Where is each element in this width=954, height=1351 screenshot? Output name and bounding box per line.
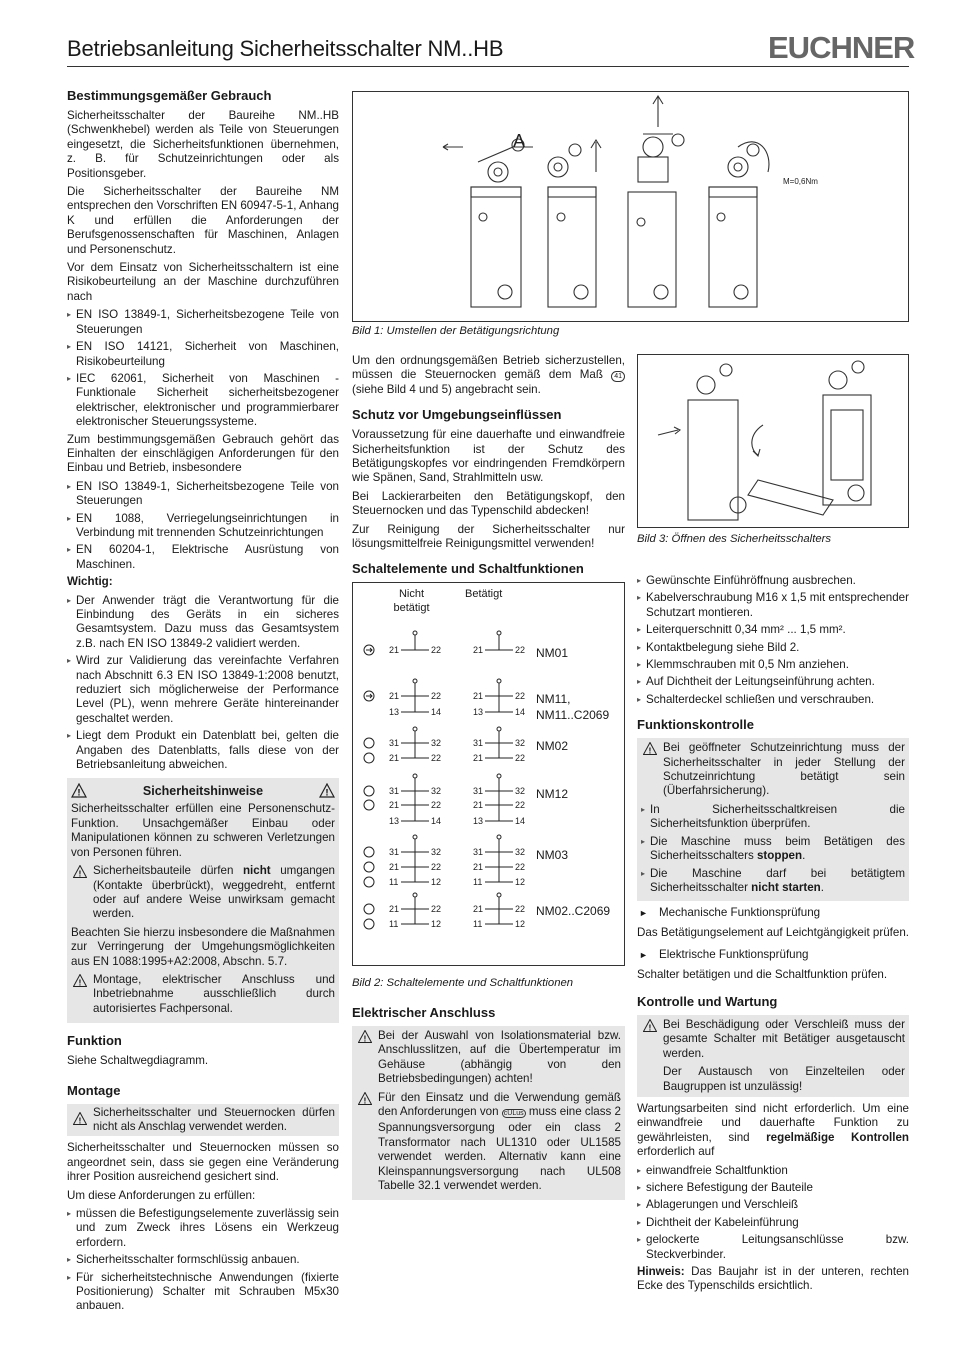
warning-note [71, 864, 335, 922]
model-label: NM03 [536, 848, 569, 863]
safety-title: Sicherheitshinweise [142, 783, 264, 798]
heading-switching-elements: Schaltelemente und Schaltfunktionen [352, 561, 584, 577]
list-item: ▸ Kontaktbelegung siehe Bild 2. [637, 641, 909, 655]
text-bold: stoppen [756, 849, 803, 863]
paragraph: Beachten Sie hierzu insbesondere die Maßnahmen zur Verringerung der Umgehungsmöglichkeiten aus EN 1088:1995+A2:2008, Abschn. 5.7. [71, 925, 335, 968]
page-title: Betriebsanleitung Sicherheitsschalter NM..HB [67, 36, 504, 61]
heading-intended-use: Bestimmungsgemäßer Gebrauch [67, 88, 272, 103]
svg-text:!: ! [363, 1096, 367, 1105]
svg-text:32: 32 [431, 847, 442, 858]
safety-notes-box [67, 778, 339, 1023]
svg-text:22: 22 [431, 904, 442, 915]
column-middle [352, 354, 625, 1205]
svg-text:14: 14 [515, 707, 526, 718]
list-item: ▸ Liegt dem Produkt ein Datenblatt bei, gelten die Angaben des Datenblatts, falls diese von der Betriebsanleitung abweichen. [67, 729, 339, 772]
svg-text:!: ! [77, 787, 81, 798]
svg-text:31: 31 [473, 847, 484, 858]
dimension-symbol: 41 [611, 371, 625, 382]
svg-text:22: 22 [515, 753, 526, 764]
safety-header [71, 781, 335, 802]
text: Die Maschine muss beim Betätigen des Sicherheitsschalters [650, 834, 905, 863]
warning-note [71, 1106, 335, 1135]
list-item: ▸ EN ISO 13849-1, Sicherheitsbezogene Teile von Steuerungen [67, 308, 339, 337]
svg-text:21: 21 [389, 753, 400, 764]
svg-text:32: 32 [515, 786, 526, 797]
text-bold: regelmäßige Kontrollen [766, 1130, 909, 1144]
text: . [802, 849, 806, 863]
svg-text:22: 22 [431, 691, 442, 702]
mounting-warning-box [67, 1104, 339, 1137]
warning-note [641, 1018, 905, 1061]
model-label: NM11, [536, 692, 571, 707]
standards-list [67, 480, 339, 572]
svg-text:21: 21 [389, 904, 400, 915]
list-item: ▸ Klemmschrauben mit 0,5 Nm anziehen. [637, 658, 909, 672]
electrical-warning-box [352, 1026, 625, 1200]
important-list [67, 594, 339, 773]
svg-text:11: 11 [473, 919, 483, 930]
paragraph: Das Betätigungselement auf Leichtgängigkeit prüfen. [637, 925, 909, 939]
text: Bei der Auswahl von Isolationsmaterial bzw. Anschlusslitzen, auf die Übertemperatur im Gehäuse (abhängig von den Betriebsbedingungen) achten! [378, 1028, 621, 1086]
warning-note [71, 973, 335, 1016]
text: Sicherheitsschalter und Steuernocken dürfen nicht als Anschlag verwendet werden. [93, 1105, 335, 1133]
svg-text:13: 13 [473, 816, 484, 827]
heading-function-check: Funktionskontrolle [637, 717, 754, 733]
paragraph: Bei Lackierarbeiten den Betätigungskopf, den Steuernocken und das Typenschild abdecken! [352, 489, 625, 518]
svg-text:21: 21 [473, 800, 484, 811]
svg-text:13: 13 [389, 816, 400, 827]
figure-3-opening-switch [637, 354, 909, 528]
model-label: NM02 [536, 739, 569, 754]
mounting-list [67, 1207, 339, 1314]
svg-text:32: 32 [515, 738, 526, 749]
list-item: ▸ Gewünschte Einführöffnung ausbrechen. [637, 574, 909, 588]
paragraph: Zur Reinigung der Sicherheitsschalter nur lösungsmittelfreie Reinigungsmittel verwenden! [352, 522, 625, 551]
svg-text:32: 32 [431, 786, 442, 797]
paragraph: Sicherheitsschalter erfüllen eine Personenschutz-Funktion. Unsachgemäßer Einbau oder Manipulationen können zu schweren Verletzungen von Personen führen. [71, 802, 335, 859]
warning-icon [358, 1030, 372, 1043]
svg-text:21: 21 [473, 862, 484, 873]
torque-label: M=0,6Nm [783, 177, 818, 186]
svg-text:22: 22 [431, 645, 442, 656]
paragraph [352, 354, 625, 397]
svg-text:22: 22 [515, 862, 526, 873]
mechanical-check-heading: ► Mechanische Funktionsprüfung [637, 906, 909, 920]
text: umgangen (Kontakte überbrückt), weggedreht, entfernt oder auf andere Weise unwirksam gemacht werden. [93, 864, 336, 921]
svg-text:21: 21 [473, 691, 484, 702]
list-item: ▸ einwandfreie Schaltfunktion [637, 1164, 909, 1178]
paragraph: Um diese Anforderungen zu erfüllen: [67, 1188, 256, 1202]
svg-text:12: 12 [515, 919, 526, 930]
svg-text:32: 32 [515, 847, 526, 858]
figure-2-switching-elements [352, 582, 625, 966]
opening-illustration [638, 355, 908, 527]
list-item: ▸ EN ISO 14121, Sicherheit von Maschinen, Risikobeurteilung [67, 340, 339, 369]
svg-text:13: 13 [389, 707, 400, 718]
svg-text:22: 22 [431, 753, 442, 764]
svg-text:21: 21 [389, 800, 400, 811]
text: Die Maschine darf bei betätigtem Sicherheitsschalter [650, 866, 905, 894]
text: Das Baujahr ist in der unteren, rechten Ecke des Typenschilds ersichtlich. [637, 1265, 909, 1293]
text-bold: nicht [242, 864, 271, 878]
column-right [637, 574, 909, 1298]
svg-text:!: ! [78, 978, 82, 987]
important-label: Wichtig: [67, 575, 113, 589]
heading-electrical-connection: Elektrischer Anschluss [352, 1004, 496, 1020]
svg-text:21: 21 [389, 862, 400, 873]
svg-text:22: 22 [431, 800, 442, 811]
installation-list [637, 574, 909, 707]
svg-text:12: 12 [431, 877, 442, 888]
header-divider [67, 66, 909, 67]
warning-icon [643, 742, 657, 755]
heading-inspection-maintenance: Kontrolle und Wartung [637, 993, 778, 1009]
paragraph [637, 1102, 909, 1160]
warning-icon [73, 974, 87, 987]
paragraph: Schalter betätigen und die Schaltfunktion prüfen. [637, 967, 888, 981]
svg-text:21: 21 [473, 904, 484, 915]
svg-text:13: 13 [473, 707, 484, 718]
svg-text:!: ! [363, 1034, 367, 1043]
warning-icon [73, 865, 87, 878]
list-item [641, 867, 905, 896]
label-a: A [513, 131, 526, 151]
svg-text:31: 31 [473, 738, 484, 749]
switch-body [471, 187, 521, 307]
paragraph: Zum bestimmungsgemäßen Gebrauch gehört das Einhalten der einschlägigen Anforderungen für den Einbau und Betrieb, insbesondere [67, 432, 339, 475]
figure-2-caption: Bild 2: Schaltelemente und Schaltfunktionen [352, 977, 574, 990]
text: Um den ordnungsgemäßen Betrieb sicherzustellen, müssen die Steuernocken gemäß dem Maß [352, 354, 625, 382]
list-item: ▸ EN 1088, Verriegelungseinrichtungen in Verbindung mit trennenden Schutzeinrichtungen [67, 512, 339, 541]
svg-text:21: 21 [389, 645, 400, 656]
svg-text:14: 14 [515, 816, 526, 827]
paragraph: Siehe Schaltwegdiagramm. [67, 1054, 209, 1068]
list-item: ▸ EN 60204-1, Elektrische Ausrüstung von Maschinen. [67, 543, 339, 572]
svg-text:31: 31 [389, 847, 400, 858]
text: Bei geöffneter Schutzeinrichtung muss der Sicherheitsschalter in jeder Stellung der Schutzeinrichtung betätigt sein (Überfahrsicherung). [663, 741, 905, 798]
heading-mounting: Montage [67, 1082, 121, 1098]
list-item: ▸ Für sicherheitstechnische Anwendungen (fixierte Positionierung) Schalter mit Schrauben M5x30 anbauen. [67, 1271, 339, 1314]
warning-note [641, 741, 905, 799]
text: muss eine class 2 Spannungsversorgung oder ein class 2 Transformator nach UL1310 oder UL1585 verwendet werden. Alternativ kann eine Kleinspannungsversorgung nach UL508 Tabelle 32.1 verwendet werden. [378, 1104, 621, 1192]
warning-note [356, 1091, 621, 1194]
svg-text:11: 11 [389, 877, 399, 888]
svg-text:22: 22 [515, 645, 526, 656]
svg-text:31: 31 [473, 786, 484, 797]
svg-text:12: 12 [515, 877, 526, 888]
list-item: ▸ Ablagerungen und Verschleiß [637, 1198, 909, 1212]
column-header-not-actuated: Nicht betätigt [393, 588, 430, 615]
svg-text:14: 14 [431, 707, 442, 718]
svg-text:21: 21 [473, 753, 484, 764]
list-item: ▸ müssen die Befestigungselemente zuverlässig sein und zum Zweck ihres Lösens ein Werkzeug erfordern. [67, 1207, 339, 1250]
standards-list [67, 308, 339, 429]
svg-text:21: 21 [389, 691, 400, 702]
svg-text:!: ! [325, 787, 329, 798]
electrical-check-heading: ► Elektrische Funktionsprüfung [637, 948, 909, 962]
maintenance-warning-box [637, 1015, 909, 1097]
figure-1-actuation-direction [352, 91, 909, 322]
svg-text:21: 21 [473, 645, 484, 656]
list-item: ▸ Dichtheit der Kabeleinführung [637, 1216, 909, 1230]
svg-text:!: ! [78, 869, 82, 879]
text: . [820, 880, 824, 894]
svg-text:11: 11 [389, 919, 399, 930]
svg-text:12: 12 [431, 919, 442, 930]
warning-icon [73, 1112, 87, 1125]
svg-text:31: 31 [389, 738, 400, 749]
list-item: ▸ In Sicherheitsschaltkreisen die Sicherheitsfunktion überprüfen. [641, 803, 905, 832]
warning-icon [319, 783, 335, 798]
list-item: ▸ IEC 62061, Sicherheit von Maschinen - Funktionale Sicherheit sicherheitsbezogener elektrischer, elektronischer und programmierbarer elektronischer Steuerungssysteme. [67, 372, 339, 430]
text: erforderlich auf [637, 1145, 715, 1159]
svg-text:32: 32 [431, 738, 442, 749]
list-item: ▸ Auf Dichtheit der Leitungseinführung achten. [637, 675, 909, 689]
svg-text:!: ! [648, 746, 652, 756]
svg-text:14: 14 [431, 816, 442, 827]
maintenance-list [637, 1164, 909, 1262]
list-item: ▸ Wird zur Validierung das vereinfachte Verfahren nach Abschnitt 6.3 EN ISO 13849-1:2008 benutzt, reduziert sich möglicherweise der Performance Level (PL), wenn mehrere Geräte hintereinander geschaltet werden. [67, 654, 339, 726]
column-left [67, 88, 339, 1317]
text: (siehe Bild 4 und 5) angebracht sein. [352, 382, 541, 396]
model-label: NM01 [536, 646, 569, 661]
svg-text:!: ! [648, 1023, 652, 1032]
text: Sicherheitsbauteile dürfen [93, 864, 243, 878]
function-check-box [637, 738, 909, 901]
warning-icon [643, 1019, 657, 1032]
model-label: NM11..C2069 [536, 708, 610, 723]
list-item: ▸ EN ISO 13849-1, Sicherheitsbezogene Teile von Steuerungen [67, 480, 339, 509]
svg-text:22: 22 [515, 800, 526, 811]
warning-icon [71, 783, 87, 798]
paragraph: Die Sicherheitsschalter der Baureihe NM entsprechen den Vorschriften EN 60947-5-1, Anhang K und erfüllen die Anforderungen der Berufsgenossenschaften für Maschinen, Anlagen und Personenschutz. [67, 185, 339, 256]
heading-function: Funktion [67, 1033, 122, 1049]
list-item: ▸ Der Anwender trägt die Verantwortung für die Einbindung des Geräts in ein sicheres Gesamtsystem. Dazu muss das Gesamtsystem z.B. nach EN ISO 13849-2 validiert werden. [67, 594, 339, 652]
list-item: ▸ gelockerte Leitungsanschlüsse bzw. Steckverbinder. [637, 1233, 909, 1262]
function-check-list [641, 803, 905, 895]
heading-environment: Schutz vor Umgebungseinflüssen [352, 407, 562, 423]
list-item: ▸ Kabelverschraubung M16 x 1,5 mit entsprechender Schutzart montieren. [637, 591, 909, 620]
svg-text:22: 22 [515, 691, 526, 702]
warning-note-continued: Der Austausch von Einzelteilen oder Baugruppen ist unzulässig! [663, 1065, 905, 1093]
svg-text:11: 11 [473, 877, 483, 888]
warning-icon [358, 1092, 372, 1105]
switch-illustration [353, 92, 908, 321]
brand-logo: EUCHNER [768, 30, 915, 65]
ul-mark-icon: cULus [503, 1109, 524, 1117]
text-bold: nicht starten [751, 880, 821, 894]
figure-1-caption: Bild 1: Umstellen der Betätigungsrichtung [352, 325, 560, 337]
svg-text:31: 31 [389, 786, 400, 797]
text: Für den Einsatz und die Verwendung gemäß den Anforderungen von [378, 1090, 621, 1118]
svg-text:!: ! [78, 1116, 82, 1125]
text: Montage, elektrischer Anschluss und Inbetriebnahme ausschließlich durch autorisiertes Fachpersonal. [93, 972, 335, 1015]
column-header-actuated: Betätigt [465, 588, 503, 601]
model-label: NM02..C2069 [536, 904, 611, 919]
text: Bei Beschädigung oder Verschleiß muss der gesamte Schalter mit Betätiger ausgetauscht werden. [663, 1017, 905, 1060]
paragraph: Voraussetzung für eine dauerhafte und einwandfreie Sicherheitsfunktion ist der Schutz des Betätigungskopfes vor eindringenden Fremdkörpern wie Spänen, Sand, Strahlmitteln usw. [352, 428, 625, 485]
paragraph: Vor dem Einsatz von Sicherheitsschaltern ist eine Risikobeurteilung an der Maschine durchzuführen nach [67, 261, 339, 303]
note-paragraph [637, 1265, 909, 1294]
text-bold: Hinweis: [637, 1265, 685, 1279]
list-item: ▸ sichere Befestigung der Bauteile [637, 1181, 909, 1195]
list-item [641, 835, 905, 864]
text: Wartungsarbeiten sind nicht erforderlich. Um eine einwandfreie und dauerhafte Funktion zu gewährleisten, sind [637, 1101, 909, 1144]
list-item: ▸ Schalterdeckel schließen und verschrauben. [637, 693, 909, 707]
warning-note [356, 1029, 621, 1087]
paragraph: Sicherheitsschalter der Baureihe NM..HB (Schwenkhebel) werden als Teile von Steuerungen eingesetzt, die Sicherheitsfunktionen übernehmen, z. B. für Schutzeinrichtungen oder als Positionsgeber. [67, 109, 339, 180]
list-item: ▸ Leiterquerschnitt 0,34 mm² ... 1,5 mm². [637, 623, 909, 637]
svg-text:22: 22 [431, 862, 442, 873]
paragraph: Sicherheitsschalter und Steuernocken müssen so angeordnet sein, dass sie gegen eine Veränderung ihrer Position ausreichend gesichert sind. [67, 1141, 339, 1184]
list-item: ▸ Sicherheitsschalter formschlüssig anbauen. [67, 1253, 339, 1267]
svg-text:22: 22 [515, 904, 526, 915]
figure-3-caption: Bild 3: Öffnen des Sicherheitsschalters [637, 533, 832, 545]
model-label: NM12 [536, 787, 569, 802]
